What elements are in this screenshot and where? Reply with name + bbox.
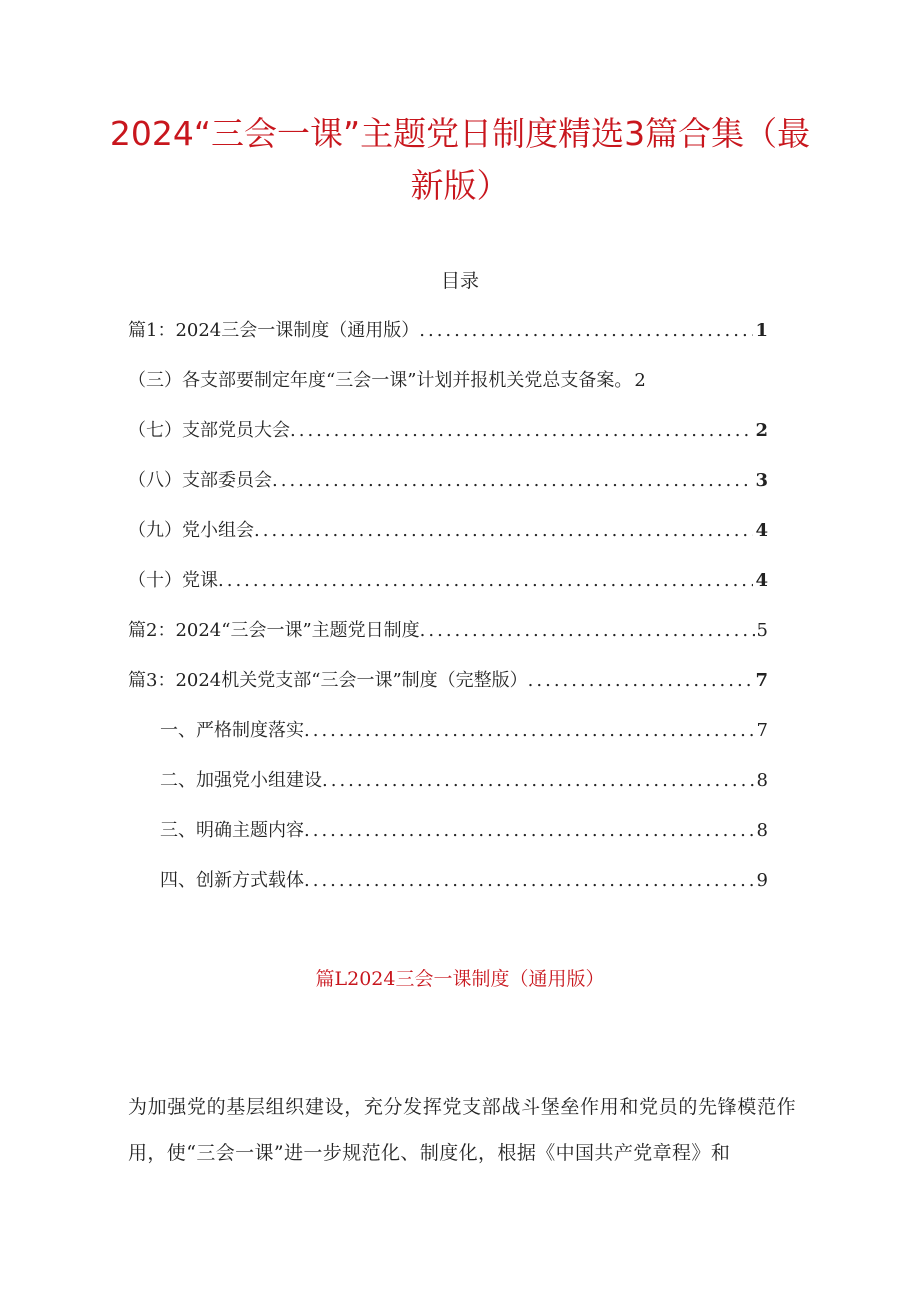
toc-leader-dots xyxy=(304,716,755,746)
toc-entry[interactable] xyxy=(160,866,768,896)
toc-entry-page: 1 xyxy=(755,320,768,341)
toc-leader-dots xyxy=(254,516,753,546)
toc-entry-page: 3 xyxy=(755,470,768,491)
toc-entry-page: 8 xyxy=(756,820,768,841)
document-title: 2024“三会一课”主题党日制度精选3篇合集（最新版） xyxy=(109,114,811,205)
toc-entry-label: 篇2：2024“三会一课”主题党日制度 xyxy=(128,620,420,641)
toc-entry-page: 4 xyxy=(755,520,768,541)
toc-entry-label: 四、创新方式载体 xyxy=(160,870,304,891)
toc-leader-dots xyxy=(304,816,755,846)
toc-entry-page: 7 xyxy=(755,670,768,691)
toc-entry-label: 三、明确主题内容 xyxy=(160,820,304,841)
toc-leader-dots xyxy=(304,866,755,896)
toc-entry[interactable] xyxy=(128,366,782,396)
toc-leader-dots xyxy=(218,566,753,596)
toc-entry-page: 4 xyxy=(755,570,768,591)
toc-entry-page: 5 xyxy=(756,620,768,641)
toc-entry-page: 9 xyxy=(756,870,768,891)
toc-leader-dots xyxy=(322,766,755,796)
toc-entry-label: （三）各支部要制定年度“三会一课”计划并报机关党总支备案。 xyxy=(128,370,633,391)
toc-entry-label: 篇1：2024三会一课制度（通用版） xyxy=(128,320,420,341)
toc-leader-dots xyxy=(290,416,753,446)
toc-entry[interactable] xyxy=(128,666,768,696)
toc-entry-label: （十）党课 xyxy=(128,570,218,591)
toc-leader-dots xyxy=(419,316,753,346)
toc-entry[interactable] xyxy=(160,716,768,746)
toc-entry[interactable] xyxy=(128,516,768,546)
toc-leader-dots xyxy=(420,616,755,646)
toc-entry[interactable] xyxy=(128,616,768,646)
toc-entry-label: 一、严格制度落实 xyxy=(160,720,304,741)
toc-entry-label: （八）支部委员会 xyxy=(128,470,272,491)
toc-entry-page: 2 xyxy=(755,420,768,441)
toc-entry[interactable] xyxy=(128,566,768,596)
toc-entry-page: 7 xyxy=(756,720,768,741)
toc-entry-page: 8 xyxy=(756,770,768,791)
section-heading: 篇L2024三会一课制度（通用版） xyxy=(315,968,605,990)
toc-entry-label: （九）党小组会 xyxy=(128,520,254,541)
toc-entry[interactable] xyxy=(128,416,768,446)
toc-entry-label: 篇3：2024机关党支部“三会一课”制度（完整版） xyxy=(128,670,528,691)
toc-leader-dots xyxy=(272,466,753,496)
toc-heading: 目录 xyxy=(440,270,479,292)
toc-entry[interactable] xyxy=(128,316,768,346)
toc-entry[interactable] xyxy=(160,816,768,846)
toc-entry[interactable] xyxy=(160,766,768,796)
toc-entry-page: 2 xyxy=(634,370,646,391)
body-paragraph: 为加强党的基层组织建设，充分发挥党支部战斗堡垒作用和党员的先锋模范作用，使“三会一课”进一步规范化、制度化，根据《中国共产党章程》和 xyxy=(128,1096,796,1164)
toc-entry-label: （七）支部党员大会 xyxy=(128,420,290,441)
toc-leader-dots xyxy=(528,666,754,696)
toc-entry-label: 二、加强党小组建设 xyxy=(160,770,322,791)
toc-entry[interactable] xyxy=(128,466,768,496)
